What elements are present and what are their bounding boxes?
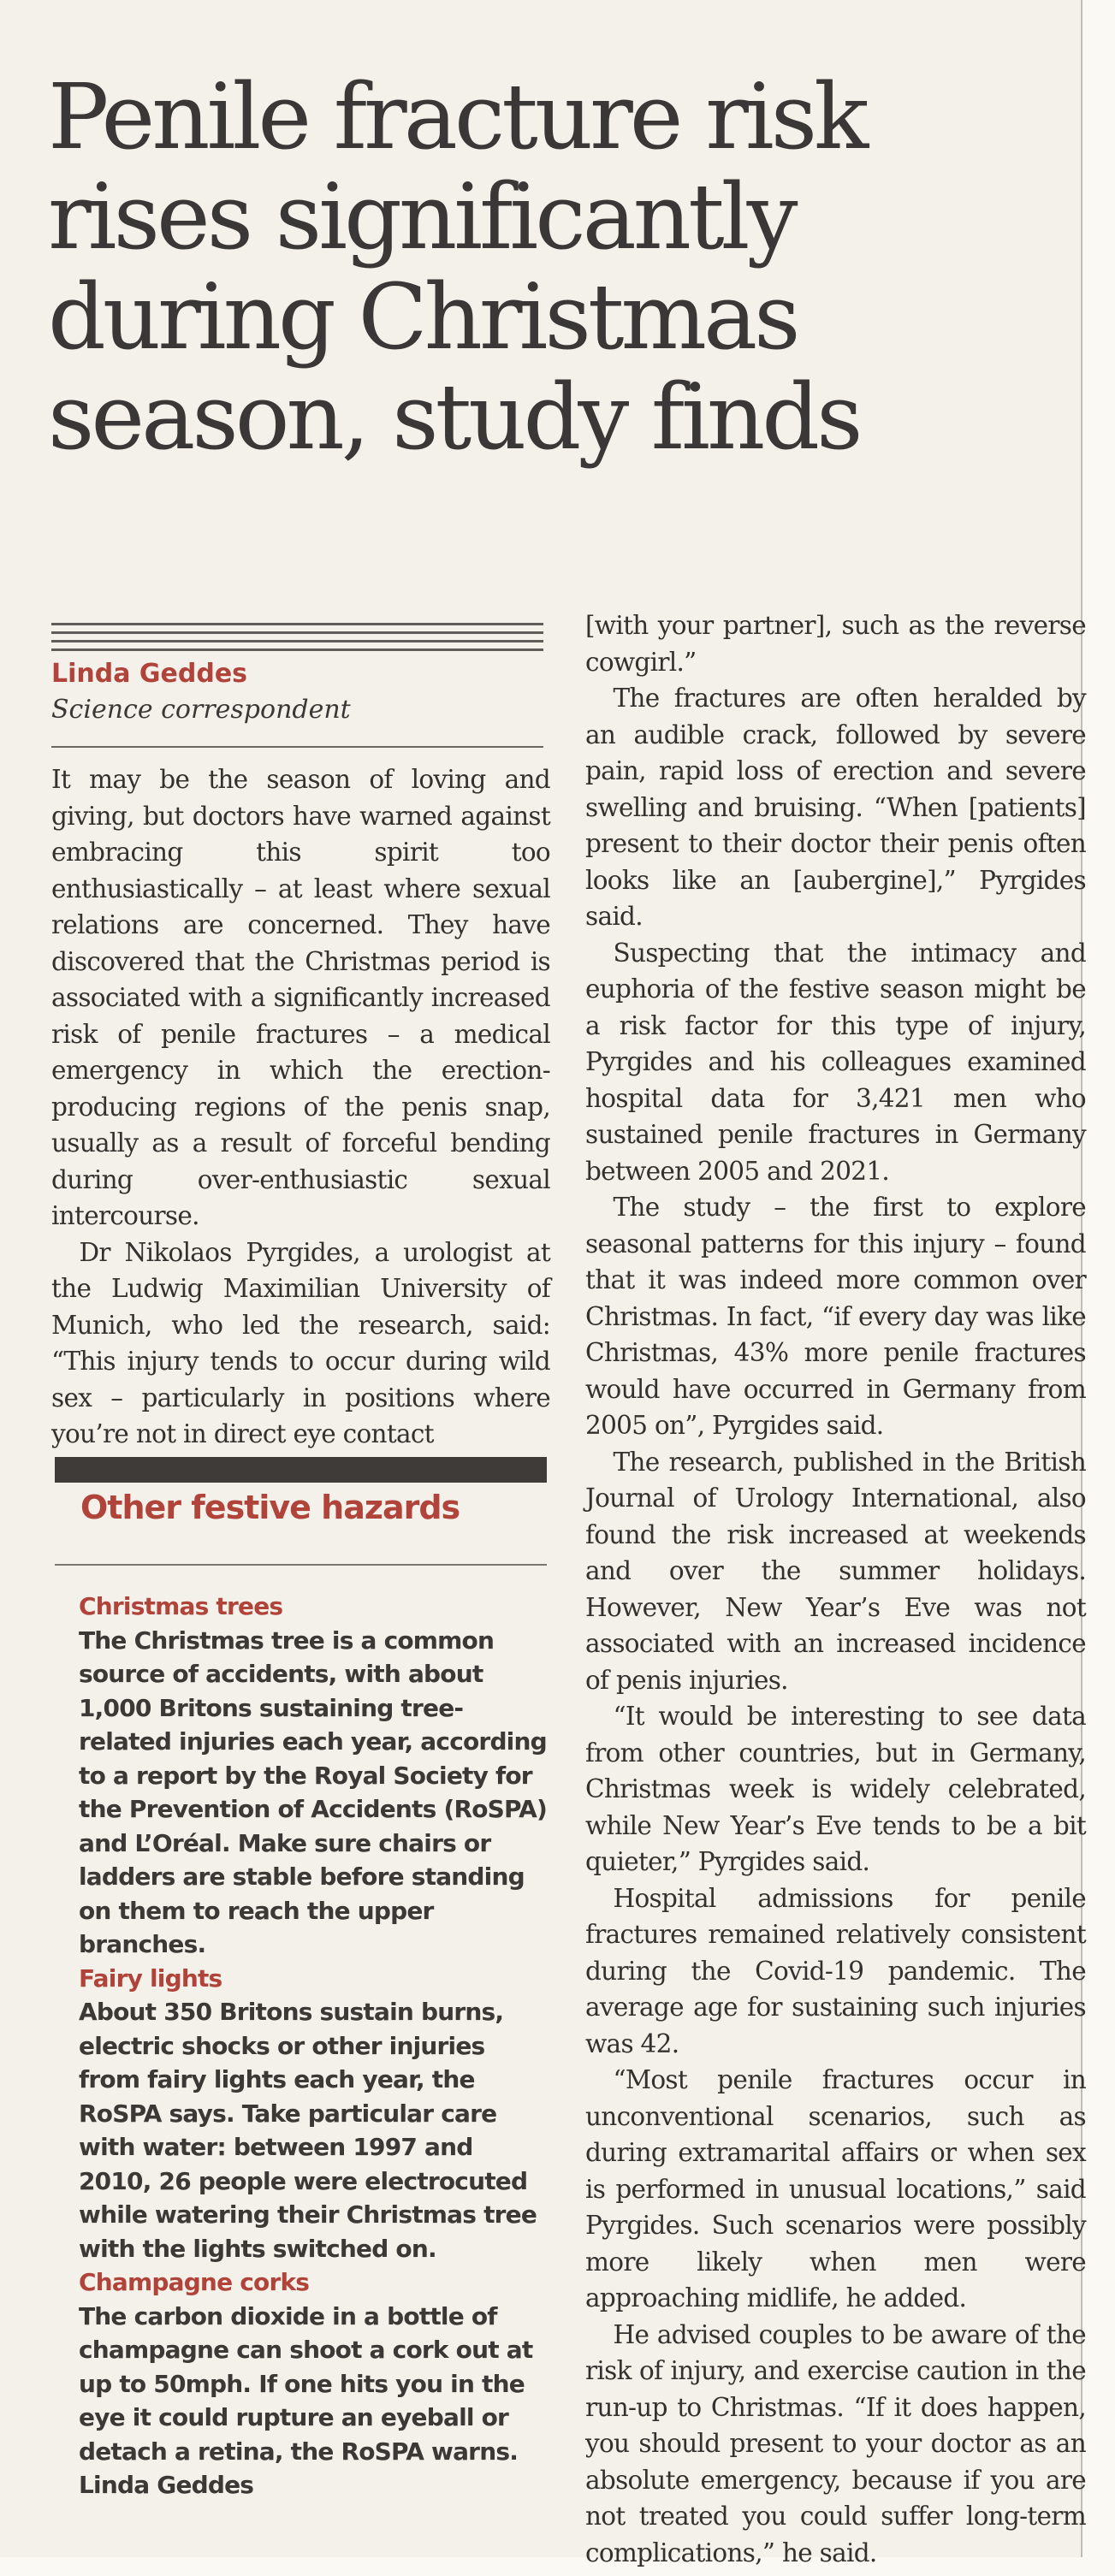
paragraph: The research, published in the British Journal of Urology International, also found the risk increased at weekends and over the summer holidays. However, New Year’s Eve was not associated with an increased incidence of penis injuries. — [585, 1447, 1086, 1695]
paragraph: [with your partner], such as the reverse cowgirl.” — [585, 611, 1086, 677]
sidebar-heading: Christmas trees — [79, 1592, 283, 1620]
paragraph: “It would be interesting to see data from other countries, but in Germany, Christmas week is widely celebrated, while New Year’s Eve tends to be a bit quieter,” Pyrgides said. — [585, 1702, 1086, 1876]
sidebar-heading: Champagne corks — [79, 2268, 310, 2296]
paragraph: It may be the season of loving and giving, but doctors have warned against embracing this spirit too enthusiastically – at least where sexual relations are concerned. They have discovered that the Christmas period is associated with a significantly increased risk of penile fractures – a medical emergency in which the erection-producing regions of the penis snap, usually as a result of forceful bending during over-enthusiastic sexual intercourse. — [51, 765, 550, 1230]
sidebar-text: The carbon dioxide in a bottle of champagne can shoot a cork out at up to 50mph. If one hits you in the eye it could rupture an eyeball or detach a retina, the RoSPA warns. Linda Geddes — [79, 2301, 533, 2499]
paragraph: The fractures are often heralded by an audible crack, followed by severe pain, rapid loss of erection and severe swelling and bruising. “When [patients] present to their doctor their penis often looks like an [aubergine],” Pyrgides said. — [585, 684, 1086, 931]
paragraph: The study – the first to explore seasonal patterns for this injury – found that it was indeed more common over Christmas. In fact, “if every day was like Christmas, 43% more penile fractures would have occurred in Germany from 2005 on”, Pyrgides said. — [585, 1193, 1086, 1440]
sidebar-text: The Christmas tree is a common source of accidents, with about 1,000 Britons sustaining tree-related injuries each year, according to a report by the Royal Society for the Prevention of Accidents (RoSPA) and L’Oréal. Make sure chairs or ladders are stable before standing on them to reach the upper branches. — [79, 1626, 548, 1958]
byline-rule — [51, 746, 543, 748]
byline-role: Science correspondent — [51, 695, 351, 725]
sidebar-text: About 350 Britons sustain burns, electric shocks or other injuries from fairy lights each year, the RoSPA says. Take particular care with water: between 1997 and 2010, 26 people were electrocuted while watering their Christmas tree with the lights switched on. — [79, 1998, 537, 2263]
article-column-1 — [51, 761, 550, 1453]
paragraph: Suspecting that the intimacy and euphoria of the festive season might be a risk factor for this type of injury, Pyrgides and his colleagues examined hospital data for 3,421 men who sustained penile fractures in Germany between 2005 and 2021. — [585, 938, 1086, 1186]
sidebar-bar — [55, 1457, 547, 1483]
sidebar-heading: Fairy lights — [79, 1963, 222, 1993]
paragraph: “Most penile fractures occur in unconventional scenarios, such as during extramarital affairs or when sex is performed in unusual locations,” said Pyrgides. Such scenarios were possibly more likely when men were approaching midlife, he added. — [585, 2065, 1086, 2312]
article-column-2 — [585, 607, 1086, 2571]
paragraph: Hospital admissions for penile fractures remained relatively consistent during the Covid-19 pandemic. The average age for sustaining such injuries was 42. — [585, 1883, 1086, 2058]
page-edge-right — [1081, 0, 1115, 2576]
headline: Penile fracture risk rises significantly during Christmas season, study finds — [48, 64, 866, 470]
paragraph: He advised couples to be aware of the risk of injury, and exercise caution in the run-up to Christmas. “If it does happen, you should present to your doctor as an absolute emergency, because if you are not treated you could suffer long-term complications,” he said. — [585, 2319, 1086, 2567]
paragraph: Dr Nikolaos Pyrgides, a urologist at the Ludwig Maximilian University of Munich, who led the research, said: “This injury tends to occur during wild sex – particularly in positions where you’re not in direct eye contact — [51, 1237, 550, 1448]
byline-name: Linda Geddes — [51, 659, 248, 689]
sidebar-box — [79, 1590, 548, 2502]
sidebar-title: Other festive hazards — [80, 1489, 460, 1526]
headline-rule — [51, 623, 543, 657]
sidebar-rule — [55, 1564, 547, 1566]
